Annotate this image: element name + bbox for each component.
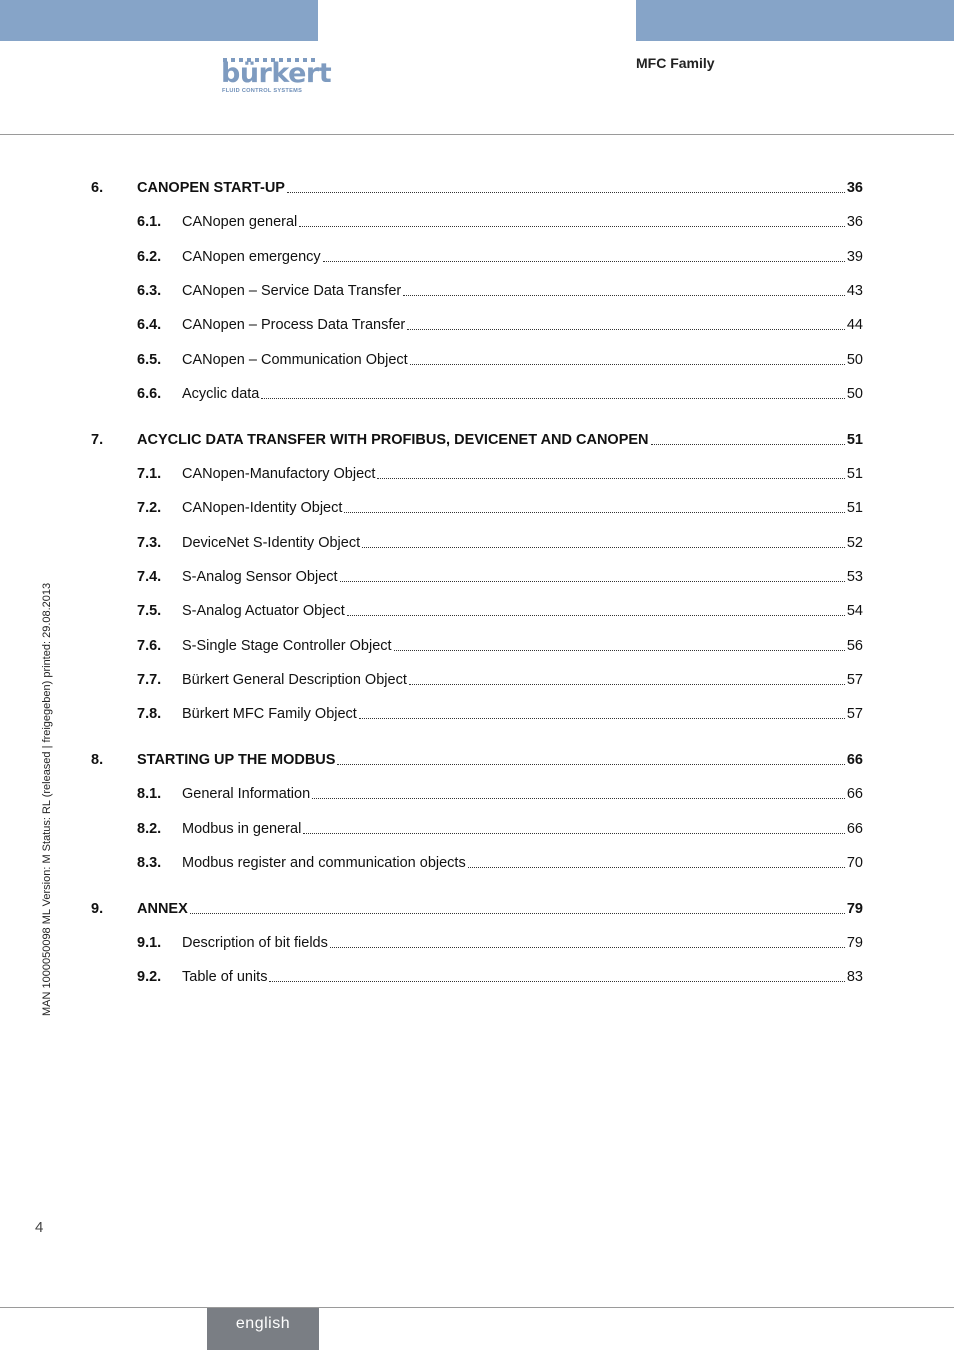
toc-entry-title: Bürkert General Description Object xyxy=(182,671,407,688)
toc-chapter-entry[interactable] xyxy=(91,430,863,450)
toc-entry-page: 52 xyxy=(846,534,863,551)
toc-dot-leader xyxy=(190,912,845,914)
toc-entry-page: 56 xyxy=(846,637,863,654)
toc-entry-number: 8. xyxy=(91,752,104,768)
toc-entry-title: Bürkert MFC Family Object xyxy=(182,706,357,723)
toc-entry-page: 53 xyxy=(846,568,863,585)
toc-section-entry[interactable] xyxy=(91,636,863,656)
toc-section-entry[interactable] xyxy=(91,247,863,267)
toc-dot-leader xyxy=(299,225,845,227)
toc-entry-title: S-Analog Sensor Object xyxy=(182,568,338,585)
toc-dot-leader xyxy=(347,614,845,616)
toc-entry-page: 79 xyxy=(846,935,863,952)
toc-dot-leader xyxy=(403,294,845,296)
toc-entry-number: 7.5. xyxy=(137,603,162,620)
toc-section-entry[interactable] xyxy=(91,281,863,301)
toc-entry-number: 9.1. xyxy=(137,935,162,952)
toc-dot-leader xyxy=(303,832,845,834)
footer-divider xyxy=(0,1307,954,1308)
toc-dot-leader xyxy=(287,191,845,193)
toc-entry-page: 57 xyxy=(846,706,863,723)
toc-entry-number: 8.3. xyxy=(137,854,162,871)
toc-section-entry[interactable] xyxy=(91,670,863,690)
toc-entry-page: 83 xyxy=(846,969,863,986)
toc-dot-leader xyxy=(409,683,845,685)
toc-section-entry[interactable] xyxy=(91,464,863,484)
page-number: 4 xyxy=(35,1219,44,1236)
toc-chapter-entry[interactable] xyxy=(91,750,863,770)
toc-entry-number: 7. xyxy=(91,431,104,448)
toc-entry-title: ANNEX xyxy=(137,900,188,917)
toc-entry-page: 50 xyxy=(846,351,863,368)
toc-entry-number: 6.3. xyxy=(137,282,162,299)
toc-section-entry[interactable] xyxy=(91,384,863,404)
language-tab: english xyxy=(207,1308,319,1350)
toc-entry-number: 9. xyxy=(91,900,104,917)
logo-tagline: FLUID CONTROL SYSTEMS xyxy=(222,88,303,94)
toc-entry-number: 6.2. xyxy=(137,248,162,265)
toc-dot-leader xyxy=(394,649,845,651)
toc-entry-title: Modbus register and communication objects xyxy=(182,854,466,871)
toc-entry-page: 36 xyxy=(846,214,863,231)
toc-entry-title: ACYCLIC DATA TRANSFER WITH PROFIBUS, DEVICENET AND CANOPEN xyxy=(137,431,649,448)
toc-entry-page: 51 xyxy=(846,431,863,448)
toc-entry-number: 6.4. xyxy=(137,317,162,334)
toc-dot-leader xyxy=(410,363,845,365)
toc-entry-title: CANopen – Service Data Transfer xyxy=(182,282,402,299)
toc-entry-page: 79 xyxy=(846,900,863,917)
toc-entry-page: 66 xyxy=(846,786,863,803)
logo-wordmark: bürkert xyxy=(221,58,332,89)
toc-entry-title: General Information xyxy=(182,786,311,803)
toc-entry-number: 7.4. xyxy=(137,568,162,585)
toc-entry-number: 6.5. xyxy=(137,351,162,368)
toc-entry-number: 8.1. xyxy=(137,786,162,803)
toc-dot-leader xyxy=(359,717,845,719)
toc-section-entry[interactable] xyxy=(91,819,863,839)
toc-entry-page: 66 xyxy=(846,820,863,837)
toc-entry-number: 8.2. xyxy=(137,820,162,837)
toc-dot-leader xyxy=(407,328,845,330)
toc-entry-title: S-Single Stage Controller Object xyxy=(182,637,392,654)
toc-entry-page: 50 xyxy=(846,385,863,402)
toc-section-entry[interactable] xyxy=(91,533,863,553)
toc-entry-page: 54 xyxy=(846,603,863,620)
toc-dot-leader xyxy=(651,443,845,445)
toc-section-entry[interactable] xyxy=(91,853,863,873)
toc-entry-number: 9.2. xyxy=(137,969,162,986)
toc-entry-page: 36 xyxy=(846,180,863,196)
toc-entry-title: S-Analog Actuator Object xyxy=(182,603,345,620)
toc-dot-leader xyxy=(312,797,845,799)
toc-entry-number: 7.6. xyxy=(137,637,162,654)
toc-section-entry[interactable] xyxy=(91,933,863,953)
toc-entry-title: CANopen emergency xyxy=(182,248,321,265)
toc-entry-number: 6.6. xyxy=(137,385,162,402)
toc-dot-leader xyxy=(468,866,845,868)
toc-chapter-entry[interactable] xyxy=(91,178,863,198)
toc-entry-page: 66 xyxy=(846,752,863,768)
toc-entry-page: 70 xyxy=(846,854,863,871)
burkert-logo xyxy=(221,58,332,98)
toc-entry-title: DeviceNet S-Identity Object xyxy=(182,534,361,551)
toc-section-entry[interactable] xyxy=(91,315,863,335)
toc-section-entry[interactable] xyxy=(91,212,863,232)
toc-dot-leader xyxy=(362,546,845,548)
toc-entry-page: 43 xyxy=(846,282,863,299)
toc-dot-leader xyxy=(377,477,844,479)
toc-entry-title: CANopen – Communication Object xyxy=(182,351,408,368)
toc-dot-leader xyxy=(269,980,844,982)
toc-entry-title: STARTING UP THE MODBUS xyxy=(137,752,336,768)
toc-entry-title: CANopen-Manufactory Object xyxy=(182,466,376,482)
toc-dot-leader xyxy=(344,511,844,513)
toc-section-entry[interactable] xyxy=(91,350,863,370)
toc-section-entry[interactable] xyxy=(91,567,863,587)
toc-entry-title: Acyclic data xyxy=(182,385,260,402)
toc-entry-page: 44 xyxy=(846,317,863,334)
toc-section-entry[interactable] xyxy=(91,784,863,804)
toc-section-entry[interactable] xyxy=(91,601,863,621)
toc-chapter-entry[interactable] xyxy=(91,899,863,919)
toc-section-entry[interactable] xyxy=(91,967,863,987)
toc-entry-page: 51 xyxy=(846,466,863,482)
toc-entry-title: CANopen – Process Data Transfer xyxy=(182,317,406,334)
toc-entry-title: Table of units xyxy=(182,969,268,986)
toc-dot-leader xyxy=(323,260,845,262)
toc-entry-title: CANOPEN START-UP xyxy=(137,180,285,196)
toc-section-entry[interactable] xyxy=(91,704,863,724)
header-divider xyxy=(0,134,954,135)
header-accent-bar-right xyxy=(636,0,954,41)
toc-entry-title: CANopen general xyxy=(182,214,298,231)
product-name: MFC Family xyxy=(636,55,715,71)
toc-entry-title: CANopen-Identity Object xyxy=(182,500,343,517)
toc-entry-number: 7.7. xyxy=(137,671,162,688)
toc-section-entry[interactable] xyxy=(91,498,863,518)
toc-dot-leader xyxy=(340,580,845,582)
toc-entry-title: Modbus in general xyxy=(182,820,302,837)
toc-entry-number: 7.8. xyxy=(137,706,162,723)
toc-entry-page: 39 xyxy=(846,248,863,265)
toc-dot-leader xyxy=(330,946,845,948)
toc-entry-page: 57 xyxy=(846,671,863,688)
toc-entry-title: Description of bit fields xyxy=(182,935,328,952)
toc-entry-number: 6. xyxy=(91,180,104,196)
toc-dot-leader xyxy=(337,763,844,765)
document-metadata-vertical: MAN 1000050098 ML Version: M Status: RL (released | freigegeben) printed: 29.08.2013 xyxy=(41,582,53,1016)
toc-entry-number: 7.2. xyxy=(137,500,162,517)
toc-entry-page: 51 xyxy=(846,500,863,517)
header-accent-bar-left xyxy=(0,0,318,41)
toc-entry-number: 6.1. xyxy=(137,214,162,231)
toc-entry-number: 7.1. xyxy=(137,466,162,482)
toc-dot-leader xyxy=(261,397,844,399)
toc-entry-number: 7.3. xyxy=(137,534,162,551)
